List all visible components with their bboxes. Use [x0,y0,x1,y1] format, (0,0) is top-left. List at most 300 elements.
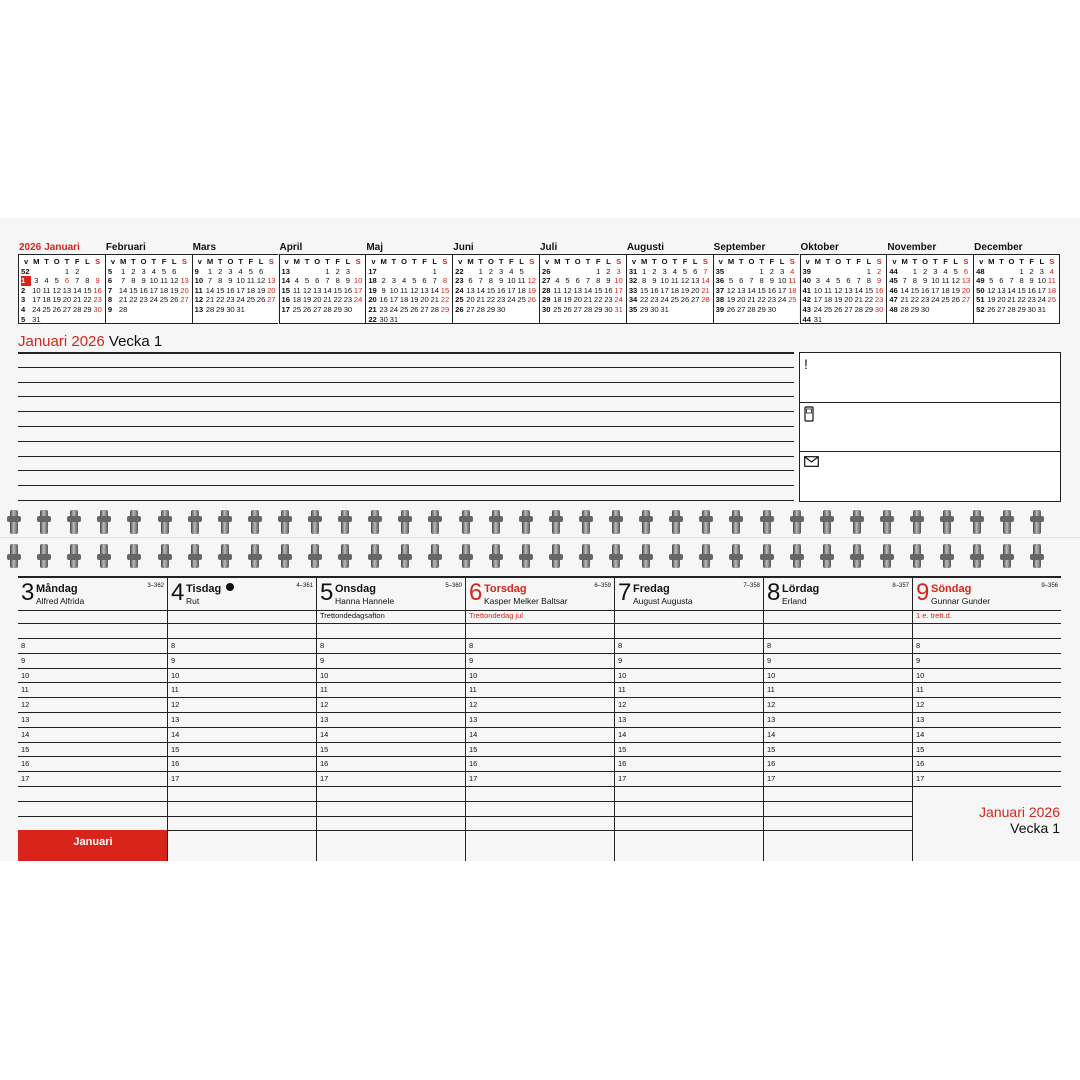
hour-row[interactable] [913,712,1061,728]
day-column-lördag[interactable] [763,576,912,861]
hour-row[interactable] [913,682,1061,698]
blank-row[interactable] [466,816,614,832]
hour-row[interactable] [764,653,912,669]
day-cell [670,305,680,315]
hour-row[interactable] [18,727,167,743]
week-row [368,295,450,305]
day-cell: 24 [1037,295,1046,305]
day-cell: 5 [248,266,253,276]
mini-month-grid [282,257,364,315]
side-boxes [799,352,1061,502]
hour-row[interactable] [764,638,912,654]
hour-row[interactable] [317,712,465,728]
day-cell: 20 [736,295,746,305]
hour-row[interactable] [317,756,465,772]
hour-row[interactable] [466,668,614,684]
day-cell: 17 [507,285,516,295]
week-number: 9 [194,266,199,276]
week-row [889,286,971,296]
day-cell: 26 [987,304,996,314]
day-cell: 11 [1047,276,1056,286]
hour-row[interactable] [764,712,912,728]
hour-row[interactable] [764,668,912,684]
day-cell: 19 [951,285,960,295]
week-number: 14 [281,276,290,286]
day-cell: 5 [836,276,841,286]
day-cell: 14 [476,285,485,295]
day-cell: 14 [1007,285,1016,295]
blank-row[interactable] [18,609,167,624]
day-cell [41,267,51,277]
hour-row[interactable] [18,668,167,684]
mini-month-name: Maj [366,242,383,253]
day-cell: 4 [672,266,677,276]
moon-phase-icon [226,583,234,591]
day-cell: 22 [757,295,766,305]
hour-row[interactable] [913,727,1061,743]
weekday-header: M [380,257,387,266]
blank-row[interactable] [764,786,912,802]
day-cell: 26 [410,304,419,314]
blank-row[interactable] [317,816,465,832]
day-name-label: Torsdag [484,583,527,595]
day-cell: 7 [585,276,591,286]
hour-label: 15 [21,744,30,754]
weekday-header: L [1039,257,1045,266]
day-cell: 16 [139,285,148,295]
mail-box[interactable] [800,451,1060,500]
day-cell: 19 [563,295,572,305]
spiral-ring [489,510,503,568]
hour-row[interactable] [466,653,614,669]
spiral-binding [0,506,1080,570]
day-cell: 5 [412,276,417,286]
day-cell: 25 [553,304,562,314]
day-cell: 18 [399,295,409,305]
day-cell: 17 [1037,285,1046,295]
day-column-torsdag[interactable] [465,576,614,861]
day-cell: 12 [410,285,419,295]
day-cell: 18 [670,285,680,295]
day-cell: 16 [93,285,102,295]
week-number: 5 [21,314,26,324]
day-cell: 5 [519,266,524,276]
hour-label: 17 [320,774,329,784]
day-cell [986,267,996,277]
hour-row[interactable] [168,727,316,743]
hour-row[interactable] [466,712,614,728]
hour-label: 14 [320,729,329,739]
name-day-names: Alfred Alfrida [36,596,85,606]
blank-row[interactable] [317,786,465,802]
weekday-header: L [519,257,524,266]
hour-row[interactable] [466,682,614,698]
hour-row[interactable] [317,653,465,669]
day-cell: 18 [1047,285,1057,295]
week-title [18,333,162,350]
hour-row[interactable] [764,682,912,698]
hour-row[interactable] [317,727,465,743]
hour-row[interactable] [913,756,1061,772]
hour-row[interactable] [18,697,167,713]
day-cell: 12 [834,285,843,295]
hour-label: 12 [320,700,329,710]
blank-row[interactable] [168,786,316,802]
week-row [282,295,364,305]
hour-label: 9 [21,655,26,665]
day-cell: 14 [583,285,593,295]
day-cell [813,267,823,277]
hour-label: 14 [767,729,776,739]
hour-row[interactable] [317,771,465,787]
day-number: 5 [320,579,334,606]
day-cell: 16 [226,285,235,295]
day-cell: 6 [315,276,320,286]
day-name-label: Måndag [36,583,78,595]
weekday-header: S [876,257,882,266]
hour-row[interactable] [913,638,1061,654]
blank-row[interactable] [764,623,912,639]
hour-row[interactable] [615,697,763,713]
weekday-header: T [304,257,310,266]
spiral-ring [639,510,653,568]
mini-month-name: April [279,242,303,253]
hour-row[interactable] [615,668,763,684]
weekday-header: T [131,257,136,266]
week-number: 17 [281,304,290,314]
phone-box[interactable] [800,402,1060,452]
blank-row[interactable] [168,816,316,832]
day-cell [777,305,787,315]
hour-row[interactable] [18,682,167,698]
blank-row[interactable] [168,609,316,624]
day-cell [930,305,940,315]
day-cell: 23 [226,295,235,305]
hour-row[interactable] [466,756,614,772]
day-cell: 10 [236,276,245,286]
day-cell: 15 [333,285,342,295]
important-box[interactable] [800,353,1060,403]
day-cell: 23 [1027,295,1036,305]
day-cell: 25 [788,295,797,305]
hour-label: 13 [618,715,627,724]
hour-row[interactable] [913,742,1061,758]
hour-row[interactable] [466,742,614,758]
hour-row[interactable] [168,697,316,713]
hour-label: 17 [171,774,180,784]
blank-row[interactable] [466,609,614,624]
hour-label: 8 [618,641,623,650]
week-number: 37 [715,285,725,295]
month-tab[interactable]: Januari [18,830,168,861]
hour-row[interactable] [466,771,614,787]
day-cell: 4 [294,276,299,286]
blank-row[interactable] [615,801,763,817]
mini-month-name: Oktober [800,242,839,253]
hour-row[interactable] [615,653,763,669]
day-cell: 10 [813,285,823,295]
weekday-header: F [943,257,948,266]
blank-row[interactable] [913,623,1061,639]
hour-row[interactable] [764,697,912,713]
blank-row[interactable] [18,623,167,639]
day-cell: 27 [180,295,189,305]
blank-row[interactable] [466,623,614,639]
day-cell: 5 [953,266,958,276]
day-cell [93,315,103,325]
blank-row[interactable] [317,623,465,639]
week-number: 6 [107,276,113,286]
hour-row[interactable] [466,638,614,654]
hour-row[interactable] [913,653,1061,669]
day-cell: 9 [652,276,657,286]
weekday-header: O [574,257,581,266]
day-cell: 7 [749,276,754,286]
hour-row[interactable] [913,668,1061,684]
day-column-onsdag[interactable] [316,576,465,861]
name-day-names: Erland [782,596,807,606]
week-number: 44 [802,314,811,324]
day-cell: 17 [931,285,940,295]
day-cell: 16 [874,285,884,295]
blank-row[interactable] [615,609,763,624]
weekday-header-row [803,257,885,267]
hour-label: 12 [618,700,627,710]
day-cell: 15 [440,285,450,295]
blank-row[interactable] [764,816,912,832]
hour-label: 11 [21,685,29,695]
week-number: 25 [455,295,464,305]
blank-row[interactable] [317,609,465,624]
blank-row[interactable] [18,801,167,817]
hour-row[interactable] [466,727,614,743]
hour-row[interactable] [18,712,167,728]
hour-label: 10 [21,670,30,680]
day-cell: 18 [941,285,950,295]
week-title-week: Vecka 1 [108,333,163,350]
mini-month-title [366,242,383,253]
day-cell [440,315,450,325]
hour-label: 8 [320,641,325,650]
week-row [542,267,624,277]
day-cell: 19 [52,295,61,305]
week-number: 48 [889,304,898,314]
day-cell: 21 [476,295,485,305]
mini-month-grid-box [279,254,366,324]
weekday-header-row [195,257,277,267]
day-cell: 10 [32,285,41,295]
hour-row[interactable] [615,682,763,698]
blank-row[interactable] [615,623,763,639]
day-cell: 27 [267,295,276,305]
week-number: 17 [368,266,377,276]
hour-row[interactable] [168,742,316,758]
weekday-header: O [835,257,842,266]
weekday-header: T [1019,257,1024,266]
blank-row[interactable] [466,801,614,817]
day-cell: 20 [573,295,582,305]
day-cell: 14 [701,276,710,286]
mini-month-grid [889,257,971,315]
day-cell: 19 [170,285,179,295]
hour-row[interactable] [615,771,763,787]
week-number: 3 [21,295,26,305]
hour-row[interactable] [317,668,465,684]
day-column-fredag[interactable] [614,576,763,861]
hour-row[interactable] [18,756,167,772]
hour-row[interactable] [615,712,763,728]
hour-row[interactable] [18,638,167,654]
day-column-måndag[interactable] [18,576,167,861]
day-cell: 16 [496,285,506,295]
hour-row[interactable] [317,697,465,713]
day-column-tisdag[interactable] [167,576,316,861]
day-cell: 23 [650,295,659,305]
day-cell: 2 [488,266,494,276]
hour-row[interactable] [466,697,614,713]
week-number: 52 [21,266,30,276]
weekday-header: v [197,257,202,266]
spiral-ring [669,510,683,568]
day-name [335,583,376,595]
day-cell: 8 [218,276,223,286]
blank-row[interactable] [615,816,763,832]
day-cell: 22 [1017,295,1026,305]
hour-row[interactable] [764,771,912,787]
spiral-ring [368,510,382,568]
hour-row[interactable] [615,638,763,654]
week-row [629,276,711,286]
hour-row[interactable] [168,771,316,787]
hour-row[interactable] [168,653,316,669]
spiral-ring [1030,510,1044,568]
hour-row[interactable] [18,742,167,758]
hour-row[interactable] [764,727,912,743]
day-cell: 4 [825,276,831,286]
day-cell: 2 [131,266,136,276]
week-number: 8 [107,295,113,305]
hour-label: 9 [916,655,921,665]
hour-row[interactable] [18,771,167,787]
hour-label: 10 [916,670,925,680]
notes-area[interactable] [18,352,794,502]
weekday-header: F [509,257,514,266]
weekday-header: v [544,257,550,266]
blank-row[interactable] [764,609,912,624]
day-name [36,583,78,595]
day-cell: 14 [747,285,756,295]
mini-month-april [279,242,366,324]
blank-row[interactable] [18,786,167,802]
weekday-header-row [282,257,364,267]
hour-label: 11 [320,685,328,695]
week-row [629,286,711,296]
day-cell: 27 [691,295,700,305]
hour-row[interactable] [168,668,316,684]
day-cell: 13 [466,285,475,295]
mini-month-oktober [800,242,887,324]
day-cell: 4 [44,276,49,286]
spiral-ring [338,510,352,568]
hour-row[interactable] [913,771,1061,787]
hour-row[interactable] [168,712,316,728]
mini-month-juni [452,242,539,324]
weekday-header: v [371,257,376,266]
phone-icon [804,406,814,424]
day-cell: 25 [292,304,302,314]
hour-row[interactable] [168,756,316,772]
spiral-ring [428,510,442,568]
blank-row[interactable] [764,801,912,817]
blank-row[interactable] [466,786,614,802]
blank-row[interactable] [615,786,763,802]
blank-row[interactable] [317,801,465,817]
day-name-label: Lördag [782,583,820,595]
week-row [282,267,364,277]
blank-row[interactable] [913,609,1061,624]
day-cell: 9 [228,276,233,286]
day-cell: 18 [246,285,256,295]
day-cell: 26 [726,304,736,314]
day-cell: 26 [302,304,312,314]
week-row [803,276,885,286]
hour-row[interactable] [615,742,763,758]
note-line [18,396,794,397]
hour-row[interactable] [317,638,465,654]
day-cell [52,267,62,277]
hour-row[interactable] [764,742,912,758]
weekday-header: S [529,257,535,266]
week-number: 22 [368,314,377,324]
day-cell: 20 [62,295,72,305]
hour-row[interactable] [764,756,912,772]
day-cell: 14 [118,285,128,295]
day-cell: 5 [728,276,734,286]
week-number: 44 [889,266,898,276]
day-cell [823,315,833,325]
day-cell: 21 [701,285,710,295]
day-cell: 20 [180,285,189,295]
day-cell: 13 [844,285,853,295]
day-cell [700,305,710,315]
day-cell: 22 [910,295,920,305]
day-cell: 19 [726,295,736,305]
day-cell: 1 [432,266,437,276]
hour-row[interactable] [615,756,763,772]
day-cell: 15 [215,285,225,295]
note-line [18,456,794,457]
weekday-header: O [53,257,60,266]
hour-row[interactable] [913,697,1061,713]
blank-row[interactable] [168,623,316,639]
hour-row[interactable] [317,682,465,698]
day-cell [389,267,399,277]
blank-row[interactable] [168,801,316,817]
hour-row[interactable] [168,682,316,698]
week-row [716,276,798,286]
day-cell: 1 [64,266,70,276]
hour-row[interactable] [615,727,763,743]
hour-label: 14 [618,729,627,739]
mini-month-title [106,242,146,253]
hour-row[interactable] [168,638,316,654]
weekday-header: v [284,257,289,266]
day-cell [353,305,363,315]
mini-month-title [453,242,474,253]
hour-row[interactable] [18,653,167,669]
hour-row[interactable] [317,742,465,758]
week-row [195,276,277,286]
